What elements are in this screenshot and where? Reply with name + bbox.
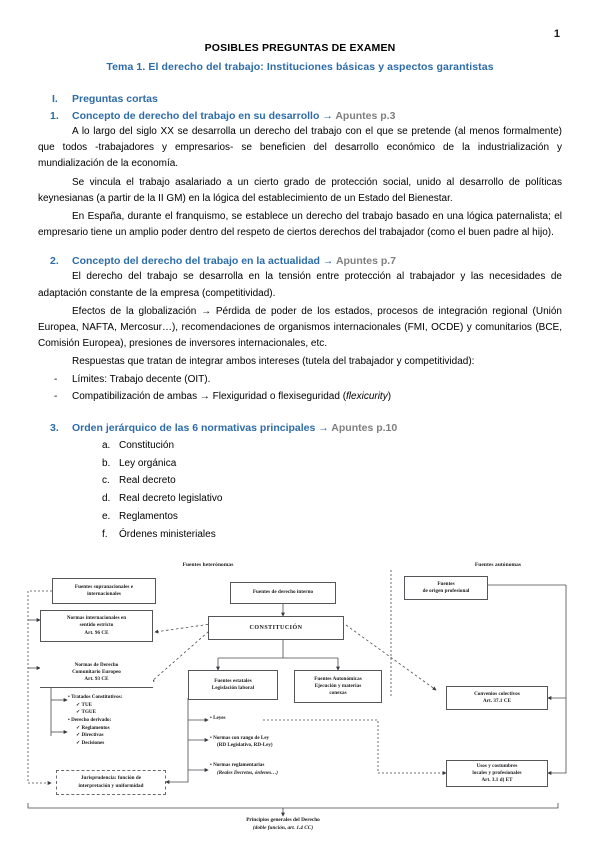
question-3-arrow: → bbox=[318, 421, 329, 434]
diagram-list-derecho-comunitario bbox=[68, 694, 122, 747]
bullet-text-pre: Compatibilización de ambas → Flexiguridad o flexiseguridad ( bbox=[72, 390, 347, 402]
diagram-box-normas-internacionales bbox=[40, 610, 153, 642]
document-subtitle: Tema 1. El derecho del trabajo: Instituciones básicas y aspectos garantistas bbox=[106, 61, 494, 73]
box-line: Comunitario Europeo bbox=[72, 668, 121, 675]
question-2-bullet-list bbox=[38, 372, 562, 404]
list-marker: f. bbox=[102, 528, 108, 540]
question-2-heading bbox=[38, 255, 562, 267]
list-text: Reglamentos bbox=[119, 511, 178, 522]
box-line: CONSTITUCIÓN bbox=[249, 624, 303, 631]
list-item: ✓ Reglamentos bbox=[76, 724, 110, 731]
question-3-ordered-list bbox=[38, 437, 562, 544]
section-number: I. bbox=[52, 93, 58, 105]
list-text: Constitución bbox=[119, 439, 175, 451]
diagram-box-fuentes-estatales bbox=[188, 670, 278, 700]
box-line: Fuentes de derecho interno bbox=[252, 589, 314, 596]
list-item-sub: (Reales Decretos, órdenes…) bbox=[217, 769, 278, 776]
list-item: ✓ TUE bbox=[76, 701, 93, 708]
bullet-text: Límites: Trabajo decente (OIT). bbox=[72, 374, 211, 386]
list-item bbox=[38, 437, 562, 455]
box-line: Art. 96 CE bbox=[84, 629, 109, 636]
question-1-title: Concepto de derecho del trabajo en su desarrollo bbox=[72, 110, 320, 122]
list-item: ✓ TGUE bbox=[76, 709, 96, 716]
list-item: • Derecho derivado: bbox=[68, 716, 112, 723]
question-2-number: 2. bbox=[50, 255, 59, 268]
box-line: de origen profesional bbox=[422, 588, 470, 594]
question-2-paragraph-3: Respuestas que tratan de integrar ambos intereses (tutela del trabajador y competitividad): bbox=[72, 356, 475, 368]
question-1-arrow: → bbox=[322, 110, 333, 122]
diagram-caption-principios-generales bbox=[183, 817, 383, 832]
sources-of-law-diagram bbox=[18, 558, 584, 843]
box-line: internacionales bbox=[87, 591, 121, 597]
box-line: Art. 37.1 CE bbox=[482, 698, 512, 704]
list-item bbox=[38, 389, 562, 405]
box-line: locales y profesionales bbox=[472, 769, 522, 776]
bullet-text-italic: flexicurity bbox=[346, 390, 388, 402]
list-item: • Normas reglamentarias bbox=[210, 761, 265, 768]
list-item bbox=[38, 472, 562, 490]
list-marker: a. bbox=[102, 439, 111, 451]
diagram-box-fuentes-derecho-interno bbox=[230, 582, 336, 604]
list-item: ✓ Directivas bbox=[76, 732, 104, 739]
box-line: interpretación y uniformidad bbox=[78, 782, 144, 789]
box-line: Art. 3.1 d) ET bbox=[481, 777, 513, 784]
question-2-paragraph-1: El derecho del trabajo se desarrolla en la tensión entre protección al trabajador y las necesidades de adaptación constante de la empresa (competitividad). bbox=[38, 271, 562, 299]
box-line: Usos y costumbres bbox=[476, 762, 518, 769]
box-line: Fuentes Autonómicas bbox=[314, 675, 362, 682]
dash-bullet: - bbox=[54, 374, 58, 386]
diagram-box-convenios-colectivos bbox=[446, 686, 548, 710]
list-text: Real decreto legislativo bbox=[119, 493, 223, 505]
box-line: Normas de Derecho bbox=[74, 661, 119, 668]
box-line: Legislación laboral bbox=[211, 685, 255, 691]
question-3-reference: Apuntes p.10 bbox=[331, 421, 398, 434]
question-3-heading bbox=[38, 422, 562, 434]
page-number: 1 bbox=[553, 28, 560, 40]
document-title: POSIBLES PREGUNTAS DE EXAMEN bbox=[204, 42, 396, 54]
box-line: Convenios colectivos bbox=[474, 690, 520, 697]
list-item-sub: (RD Legislativo, RD-Ley) bbox=[217, 742, 273, 749]
question-1-paragraph-3: En España, durante el franquismo, se establece un derecho del trabajo basado en una lógica paternalista; el empresario tiene un amplio poder dentro del respeto de ciertos derechos del trabajador (como el buen padre al hijo). bbox=[38, 210, 562, 239]
question-1-paragraph-1: A lo largo del siglo XX se desarrolla un derecho del trabajo con el que se pretende (al menos formalmente) que todos -trabajadores y empresarios- se beneficien del desarrollo económico de la industrialización y mundialización de la economía. bbox=[38, 126, 562, 170]
question-1-heading bbox=[38, 110, 562, 122]
list-marker: d. bbox=[102, 493, 111, 505]
list-item: • Leyes bbox=[210, 715, 226, 721]
question-2-reference: Apuntes p.7 bbox=[335, 255, 397, 268]
question-1-number: 1. bbox=[50, 110, 59, 122]
list-item: ✓ Decisiones bbox=[76, 739, 105, 746]
box-line: Fuentes estatales bbox=[214, 677, 252, 684]
caption-line: Principios generales del Derecho bbox=[246, 817, 320, 823]
box-line: Fuentes bbox=[437, 580, 455, 587]
box-line: Jurisprudencia: función de bbox=[80, 775, 142, 782]
list-item: • Tratados Constitutivos: bbox=[68, 694, 123, 700]
diagram-list-fuentes-estatales bbox=[210, 715, 278, 777]
diagram-group-label-autonomas: Fuentes autónomas bbox=[474, 562, 522, 568]
list-item bbox=[38, 455, 562, 473]
list-item bbox=[38, 526, 562, 544]
list-item bbox=[38, 508, 562, 526]
list-marker: e. bbox=[102, 511, 111, 522]
bullet-text-post: ) bbox=[387, 390, 392, 402]
box-line: Art. 93 CE bbox=[84, 676, 109, 683]
caption-line: (doble función, art. 1.4 CC) bbox=[252, 824, 314, 831]
question-2-arrow: → bbox=[322, 255, 334, 268]
dash-bullet: - bbox=[54, 390, 58, 402]
list-item bbox=[38, 372, 562, 388]
question-3-number: 3. bbox=[50, 421, 59, 434]
diagram-box-fuentes-supranacionales bbox=[52, 578, 156, 604]
list-marker: c. bbox=[102, 475, 110, 487]
diagram-group-label-heteronomas: Fuentes heterónomas bbox=[182, 562, 234, 568]
box-line: sentido estricto bbox=[79, 622, 114, 629]
diagram-box-derecho-comunitario bbox=[40, 658, 153, 688]
question-1-reference: Apuntes p.3 bbox=[335, 110, 396, 122]
diagram-box-origen-profesional bbox=[404, 576, 488, 600]
question-2-paragraph-2: Efectos de la globalización → Pérdida de poder de los estados, procesos de integración regional (Unión Europea, NAFTA, Mercosur…), recomendaciones de organismos internacionales (FMI, OCDE) y comunitarios (BCE, Comisión Europea), presiones de inversores internacionales, etc. bbox=[38, 305, 562, 350]
box-line: Normas internacionales en bbox=[66, 615, 127, 622]
list-item bbox=[38, 490, 562, 508]
list-marker: b. bbox=[102, 457, 111, 469]
section-label: Preguntas cortas bbox=[72, 93, 158, 105]
question-2-title: Concepto del derecho del trabajo en la actualidad bbox=[72, 255, 320, 268]
question-1-paragraph-2: Se vincula el trabajo asalariado a un cierto grado de protección social, unido al desarrollo de políticas keynesianas (a partir de la II GM) en la lógica del establecimiento de un Estado del Bienestar. bbox=[38, 176, 562, 204]
list-item: • Normas con rango de Ley bbox=[210, 734, 270, 741]
list-text: Real decreto bbox=[119, 475, 176, 487]
diagram-box-constitucion bbox=[208, 616, 344, 640]
box-line: Ejecución y materias bbox=[314, 682, 362, 689]
box-line: Fuentes supranacionales e bbox=[74, 583, 134, 590]
diagram-box-fuentes-autonomicas bbox=[294, 670, 382, 703]
question-3-title: Orden jerárquico de las 6 normativas principales bbox=[72, 421, 316, 434]
diagram-box-jurisprudencia bbox=[56, 770, 166, 795]
list-text: Ley orgánica bbox=[119, 457, 177, 469]
section-heading-preguntas-cortas bbox=[38, 93, 562, 105]
list-text: Órdenes ministeriales bbox=[119, 528, 216, 540]
box-line: conexas bbox=[329, 690, 347, 697]
diagram-box-usos-costumbres bbox=[446, 760, 548, 787]
